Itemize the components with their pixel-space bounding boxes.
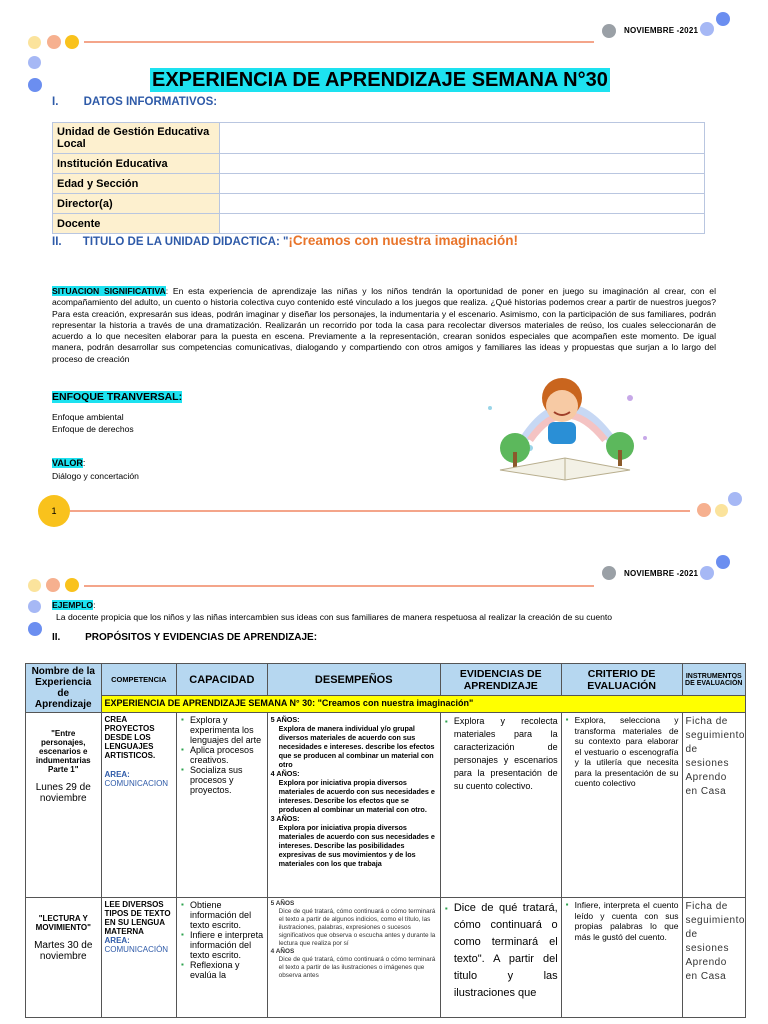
section-number: II. (52, 632, 61, 643)
desempeno-age: 4 AÑOS (270, 948, 295, 955)
cell-instrumento (682, 713, 746, 898)
area-label: AREA: (104, 936, 130, 945)
criterio-text: ▪ Explora, selecciona y transforma materiales de su contexto para elaborar el vestuario o escenografía y la utilería que necesita para la presentación de su cuento colectivo (575, 715, 679, 789)
desempeno-age: 5 AÑOS: (270, 715, 300, 724)
info-value[interactable] (220, 154, 705, 174)
date-marker (602, 566, 616, 580)
cell-competencia (101, 713, 177, 898)
page-title: EXPERIENCIA DE APRENDIZAJE SEMANA N°30 (152, 69, 608, 91)
deco-dot (65, 35, 79, 49)
header-desempenos: DESEMPEÑOS (267, 664, 440, 696)
valor-text: Diálogo y concertación (52, 471, 139, 481)
desempeno-text: Explora por iniciativa propia diversos materiales de acuerdo con sus necesidades e intereses. Describe los efectos que se producen al combinar un material con otro. (278, 778, 435, 814)
deco-dot (716, 555, 730, 569)
deco-dot (700, 22, 714, 36)
header-nombre: Nombre de la Experiencia de Aprendizaje (26, 664, 102, 713)
capacidad-item: ▪ Aplica procesos creativos. (190, 745, 264, 765)
header-instrumentos: INSTRUMENTOS DE EVALUACIÓN (682, 664, 746, 696)
banner-row (26, 696, 746, 713)
cell-name (26, 713, 102, 898)
desempeno-age: 4 AÑOS: (270, 769, 300, 778)
valor-label: VALOR (52, 458, 83, 468)
info-value[interactable] (220, 123, 705, 154)
capacidad-item: ▪ Obtiene información del texto escrito. (190, 900, 264, 930)
header-line (84, 585, 594, 587)
deco-dot (697, 503, 711, 517)
propositos-table (25, 663, 746, 1018)
deco-dot (28, 622, 42, 636)
desempeno-age: 5 AÑOS (270, 900, 295, 907)
evidencia-text: ▪ Explora y recolecta materiales para la caracterización de personajes y escenarios para la presentación de su cuento colectivo. (454, 715, 558, 793)
info-row (53, 123, 705, 154)
deco-dot (46, 578, 60, 592)
enfoque-item: Enfoque de derechos (52, 424, 134, 434)
section-label: PROPÓSITOS Y EVIDENCIAS DE APRENDIZAJE: (85, 632, 318, 643)
footer-line (70, 510, 690, 512)
table-row (26, 713, 746, 898)
instrumento-text: Ficha de seguimiento de sesiones Aprendo en Casa (685, 901, 745, 982)
enfoque-label: ENFOQUE TRANVERSAL: (52, 391, 183, 403)
ejemplo-label: EJEMPLO (52, 600, 94, 610)
activity-date: Martes 30 de noviembre (34, 940, 93, 962)
section-number: II. (52, 236, 62, 248)
info-value[interactable] (220, 174, 705, 194)
activity-name: "Entre personajes, escenarios e indumentarias Parte 1" (35, 729, 91, 774)
valor-heading: VALOR: (52, 458, 86, 468)
desempeno-text: Dice de qué tratará, cómo continuará o cómo terminará el texto a partir de algunos indicios, como el título, las ilustraciones, palabras, expresiones o sucesos significativos que observa o escucha antes y durante la lectura que realiza por sí (278, 908, 436, 947)
enfoque-heading (52, 391, 182, 403)
area-label: AREA: (104, 770, 130, 779)
instrumento-text: Ficha de seguimiento de sesiones Aprendo en Casa (685, 716, 745, 797)
desempeno-age: 3 AÑOS: (270, 814, 300, 823)
cell-evidencia (440, 713, 561, 898)
date-marker (602, 24, 616, 38)
page-date: NOVIEMBRE -2021 (624, 26, 699, 35)
info-row (53, 174, 705, 194)
deco-dot (65, 578, 79, 592)
header-competencia: COMPETENCIA (101, 664, 177, 696)
cell-capacidad (177, 713, 268, 898)
situacion-label: SITUACION SIGNIFICATIVA (52, 286, 166, 296)
section-propositos (52, 632, 317, 643)
capacidad-item: ▪ Reflexiona y evalúa la (190, 960, 264, 980)
deco-dot (700, 566, 714, 580)
section-number: I. (52, 96, 59, 108)
desempeno-text: Explora de manera individual y/o grupal diversos materiales de acuerdo con sus necesidades e intereses. describe los efectos que se producen al combinar un material con otro (278, 724, 435, 769)
area-value: COMUNICACIÓN (104, 945, 169, 954)
competencia-text: CREA PROYECTOS DESDE LOS LENGUAJES ARTISTICOS. (104, 715, 156, 760)
table-row (26, 898, 746, 1018)
page-number: 1 (38, 495, 70, 527)
deco-dot (728, 492, 742, 506)
cell-criterio (561, 898, 682, 1018)
info-value[interactable] (220, 194, 705, 214)
desempeno-text: Explora por iniciativa propia diversos materiales de acuerdo con sus necesidades e intereses. Describe las posibilidades expresivas de sus movimientos y de los materiales con los que trabaja (278, 823, 435, 868)
cell-instrumento (682, 898, 746, 1018)
deco-dot (715, 504, 728, 517)
enfoque-item: Enfoque ambiental (52, 412, 124, 422)
capacidad-item: ▪ Socializa sus procesos y proyectos. (190, 765, 264, 795)
deco-dot (28, 600, 41, 613)
desempeno-text: Dice de qué tratará, cómo continuará o cómo terminará el texto a partir de las ilustraciones o imágenes que observa antes (278, 956, 436, 979)
info-label: Edad y Sección (53, 174, 220, 194)
info-row (53, 214, 705, 234)
header-line (84, 41, 594, 43)
cell-capacidad (177, 898, 268, 1018)
competencia-text: LEE DIVERSOS TIPOS DE TEXTO EN SU LENGUA MATERNA (104, 900, 171, 936)
info-value[interactable] (220, 214, 705, 234)
situacion-text: : En esta experiencia de aprendizaje las niñas y los niños tendrán la oportunidad de poner en juego su imaginación al crear, con el acompañamiento del adulto, un cuento o historia colectiva cuyo contenido esté vinculado a los juegos que realiza. ¿Qué historias podemos crear a partir de nuestros juegos? Para esta creación, expresarán sus ideas, podrán imaginar y diseñar los personajes, la indumentaria y el escenario. Asimismo, con la participación de sus familiares, podrán representar la historia a través de una dramatización. Realizarán un recorrido por toda la casa para recolectar diversos materiales de reúso, los cuales seleccionarán de acuerdo a lo que necesiten elaborar para la puesta en escena. Previamente a la representación, crearan sonidos especiales que acompañen este momento. De igual manera, podrán desarrollar sus competencias comunicativas, dialogando y compartiendo con otros amigos y familiares las ideas y propuestas que surjan a lo largo del proceso de creación (52, 286, 716, 364)
deco-dot (716, 12, 730, 26)
activity-date: Lunes 29 de noviembre (35, 782, 91, 804)
cell-evidencia (440, 898, 561, 1018)
header-criterio: CRITERIO DE EVALUACIÓN (561, 664, 682, 696)
page-date: NOVIEMBRE -2021 (624, 569, 699, 578)
deco-dot (47, 35, 61, 49)
cell-desempenos (267, 898, 440, 1018)
child-reading-illustration (470, 368, 660, 488)
capacidad-item: ▪ Explora y experimenta los lenguajes del arte (190, 715, 264, 745)
evidencia-text: ▪ Dice de qué tratará, cómo continuará o como terminará el texto". A partir del titulo y las ilustraciones que (454, 900, 558, 1002)
cell-desempenos (267, 713, 440, 898)
info-label: Director(a) (53, 194, 220, 214)
info-label: Docente (53, 214, 220, 234)
header-evidencias: EVIDENCIAS DE APRENDIZAJE (440, 664, 561, 696)
deco-dot (28, 579, 41, 592)
info-label: Institución Educativa (53, 154, 220, 174)
table-header-row (26, 664, 746, 696)
section-datos (52, 96, 217, 108)
info-table (52, 122, 705, 234)
header-capacidad: CAPACIDAD (177, 664, 268, 696)
activity-name: "LECTURA Y MOVIMIENTO" (35, 914, 91, 932)
cell-name (26, 898, 102, 1018)
deco-dot (28, 56, 41, 69)
deco-dot (28, 36, 41, 49)
info-row (53, 194, 705, 214)
section-titulo (52, 233, 518, 248)
unit-title: ¡Creamos con nuestra imaginación! (288, 233, 518, 248)
section-label: DATOS INFORMATIVOS: (83, 96, 218, 108)
area-value: COMUNICACION (104, 779, 169, 788)
banner-cell: EXPERIENCIA DE APRENDIZAJE SEMANA N° 30: "Creamos con nuestra imaginación" (101, 696, 745, 713)
situacion-paragraph (52, 286, 716, 365)
capacidad-item: ▪ Infiere e interpreta información del texto escrito. (190, 930, 264, 960)
ejemplo-text: La docente propicia que los niños y las niñas intercambien sus ideas con sus familiares de manera respetuosa al realizar la creación de su cuento (56, 612, 613, 622)
criterio-text: ▪ Infiere, interpreta el cuento leído y cuenta con sus propias palabras lo que más le gustó del cuento. (575, 900, 679, 942)
cell-criterio (561, 713, 682, 898)
info-label: Unidad de Gestión Educativa Local (53, 123, 220, 154)
info-row (53, 154, 705, 174)
cell-competencia (101, 898, 177, 1018)
deco-dot (28, 78, 42, 92)
section-label: TITULO DE LA UNIDAD DIDACTICA: " (82, 236, 289, 248)
ejemplo-heading: EJEMPLO: (52, 600, 96, 610)
